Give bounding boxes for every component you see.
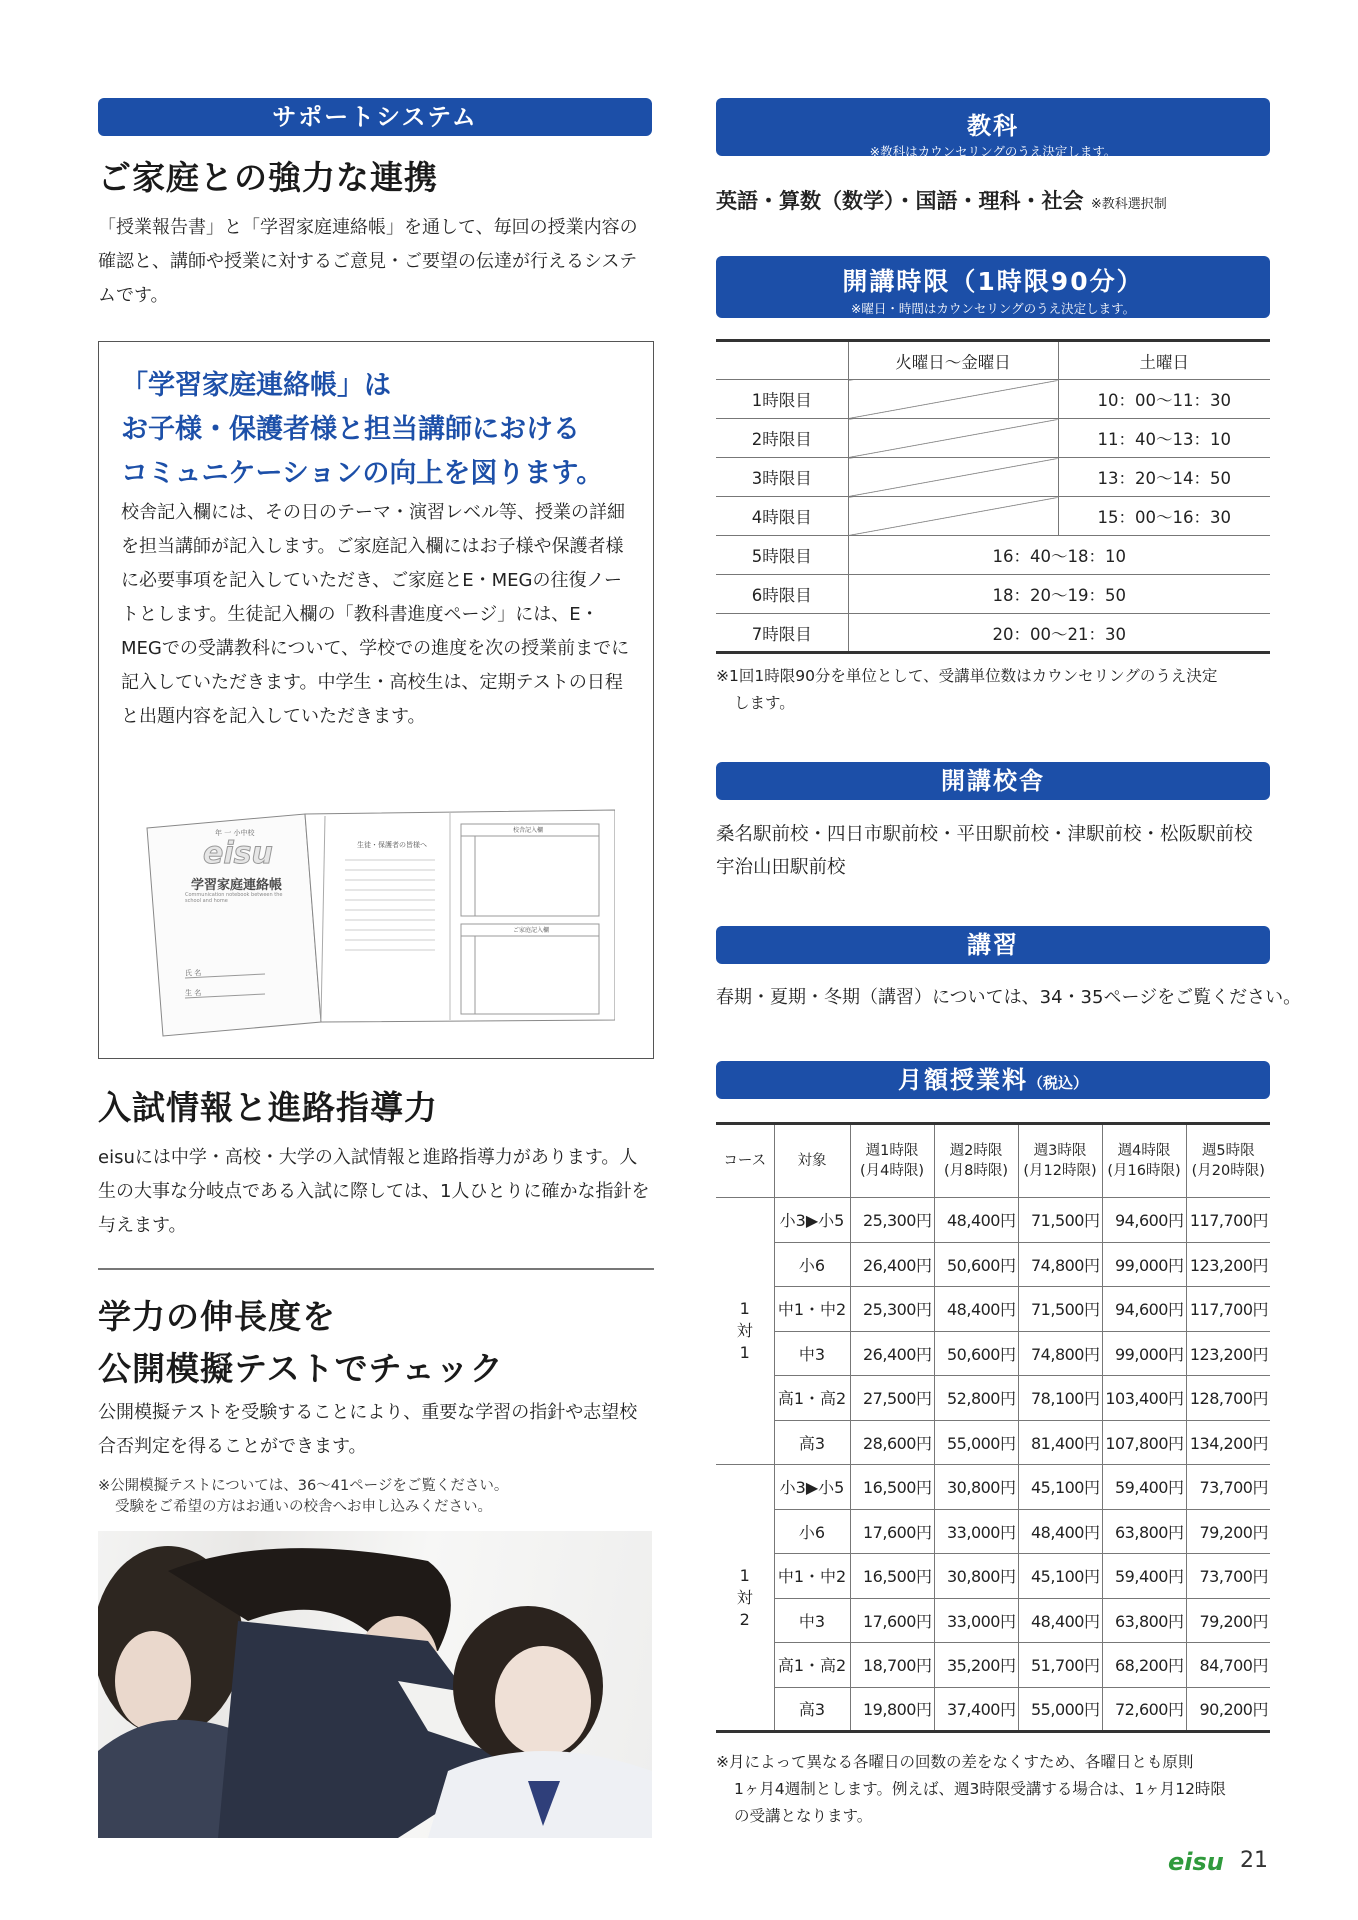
section-divider bbox=[98, 1268, 654, 1270]
fee-value-cell: 71,500円 bbox=[1018, 1198, 1102, 1243]
fee-value-cell: 73,700円 bbox=[1186, 1465, 1270, 1510]
heading-mock-test-line-1: 学力の伸長度を bbox=[98, 1297, 336, 1336]
notebook-page2-title: 生徒・保護者の皆様へ bbox=[357, 841, 427, 849]
fee-value-cell: 26,400円 bbox=[850, 1331, 934, 1376]
notebook-field-2: 生 名 bbox=[185, 989, 202, 997]
notebook-logo: eisu bbox=[203, 836, 273, 871]
school-bar bbox=[716, 762, 1270, 800]
fee-value-cell: 99,000円 bbox=[1102, 1242, 1186, 1287]
fee-value-cell: 25,300円 bbox=[850, 1287, 934, 1332]
fee-note-line-3: の受講となります。 bbox=[734, 1807, 873, 1825]
fee-value-cell: 25,300円 bbox=[850, 1198, 934, 1243]
fee-value-cell: 63,800円 bbox=[1102, 1509, 1186, 1554]
students-photo bbox=[98, 1531, 652, 1838]
notebook-illustration bbox=[145, 808, 615, 1038]
fee-value-cell: 94,600円 bbox=[1102, 1287, 1186, 1332]
fee-row bbox=[716, 1687, 1270, 1732]
period-label: 7時限目 bbox=[716, 614, 848, 653]
schedule-note-line-2: します。 bbox=[734, 694, 795, 712]
schedule-row bbox=[716, 497, 1270, 536]
period-bar-label: 開講時限（1時限90分） bbox=[842, 267, 1144, 296]
fee-value-cell: 94,600円 bbox=[1102, 1198, 1186, 1243]
box-title-line-2: お子様・保護者様と担当講師における bbox=[121, 414, 580, 445]
fee-value-cell: 48,400円 bbox=[934, 1287, 1018, 1332]
school-list bbox=[716, 818, 1253, 884]
subject-bar bbox=[716, 98, 1270, 159]
fee-value-cell: 63,800円 bbox=[1102, 1598, 1186, 1643]
notebook-info-box bbox=[98, 341, 654, 1059]
heading-exam-info: 入試情報と進路指導力 bbox=[98, 1088, 438, 1127]
fee-course-cell bbox=[716, 1198, 774, 1465]
support-system-label: サポートシステム bbox=[272, 103, 478, 131]
lecture-bar bbox=[716, 926, 1270, 964]
fee-value-cell: 30,800円 bbox=[934, 1554, 1018, 1599]
notebook-field-1: 氏 名 bbox=[185, 969, 202, 977]
fee-value-cell: 37,400円 bbox=[934, 1687, 1018, 1732]
fee-target-cell: 高1・高2 bbox=[774, 1376, 850, 1421]
fee-note-line-1: ※月によって異なる各曜日の回数の差をなくすため、各曜日とも原則 bbox=[716, 1753, 1194, 1771]
fee-target-cell: 中1・中2 bbox=[774, 1287, 850, 1332]
fee-header-week5: 週5時限 (月20時限) bbox=[1186, 1124, 1270, 1198]
notebook-page3-title-2: ご家庭記入欄 bbox=[513, 927, 550, 934]
saturday-time: 10：00〜11：30 bbox=[1058, 380, 1270, 419]
fee-row bbox=[716, 1643, 1270, 1688]
fee-course-char: 対 bbox=[736, 1587, 753, 1607]
fee-value-cell: 19,800円 bbox=[850, 1687, 934, 1732]
fee-value-cell: 45,100円 bbox=[1018, 1554, 1102, 1599]
fee-header-week3: 週3時限 (月12時限) bbox=[1018, 1124, 1102, 1198]
fee-header-target: 対象 bbox=[774, 1124, 850, 1198]
subjects-line bbox=[716, 185, 1167, 215]
weekday-none bbox=[848, 458, 1058, 497]
fee-value-cell: 71,500円 bbox=[1018, 1287, 1102, 1332]
fee-value-cell: 16,500円 bbox=[850, 1554, 934, 1599]
fee-target-cell: 高3 bbox=[774, 1420, 850, 1465]
fee-course-char: 2 bbox=[739, 1609, 750, 1629]
fee-value-cell: 117,700円 bbox=[1186, 1287, 1270, 1332]
saturday-time: 13：20〜14：50 bbox=[1058, 458, 1270, 497]
fee-value-cell: 78,100円 bbox=[1018, 1376, 1102, 1421]
fee-value-cell: 103,400円 bbox=[1102, 1376, 1186, 1421]
fee-value-cell: 28,600円 bbox=[850, 1420, 934, 1465]
fee-value-cell: 123,200円 bbox=[1186, 1331, 1270, 1376]
schedule-table bbox=[716, 339, 1270, 654]
fee-course-char: 1 bbox=[739, 1565, 750, 1585]
box-title-line-3: コミュニケーションの向上を図ります。 bbox=[121, 458, 604, 489]
fee-row bbox=[716, 1287, 1270, 1332]
weekday-none bbox=[848, 380, 1058, 419]
period-label: 2時限目 bbox=[716, 419, 848, 458]
fee-value-cell: 33,000円 bbox=[934, 1598, 1018, 1643]
fee-value-cell: 30,800円 bbox=[934, 1465, 1018, 1510]
mock-test-note-line-1: ※公開模擬テストについては、36〜41ページをご覧ください。 bbox=[98, 1478, 509, 1494]
fee-value-cell: 68,200円 bbox=[1102, 1643, 1186, 1688]
fee-bar-tax: （税込） bbox=[1027, 1074, 1088, 1092]
heading-family-cooperation: ご家庭との強力な連携 bbox=[98, 158, 438, 197]
fee-course-char: 対 bbox=[736, 1321, 753, 1340]
fee-value-cell: 33,000円 bbox=[934, 1509, 1018, 1554]
fee-target-cell: 小6 bbox=[774, 1242, 850, 1287]
fee-value-cell: 59,400円 bbox=[1102, 1465, 1186, 1510]
schedule-note-line-1: ※1回1時限90分を単位として、受講単位数はカウンセリングのうえ決定 bbox=[716, 667, 1218, 685]
notebook-subtitle: Communication notebook between the school and home bbox=[185, 892, 283, 904]
schedule-header-row bbox=[716, 341, 1270, 380]
schedule-row bbox=[716, 614, 1270, 653]
support-system-bar bbox=[98, 98, 652, 136]
subject-bar-note: ※教科はカウンセリングのうえ決定します。 bbox=[869, 144, 1117, 159]
fee-bar bbox=[716, 1061, 1270, 1099]
fee-row bbox=[716, 1509, 1270, 1554]
school-list-line-2: 宇治山田駅前校 bbox=[716, 857, 846, 878]
fee-value-cell: 48,400円 bbox=[934, 1198, 1018, 1243]
fee-value-cell: 18,700円 bbox=[850, 1643, 934, 1688]
period-label: 5時限目 bbox=[716, 536, 848, 575]
fee-target-cell: 中3 bbox=[774, 1331, 850, 1376]
fee-value-cell: 16,500円 bbox=[850, 1465, 934, 1510]
fee-value-cell: 51,700円 bbox=[1018, 1643, 1102, 1688]
all-days-time: 18：20〜19：50 bbox=[848, 575, 1270, 614]
mock-test-note bbox=[98, 1476, 508, 1518]
fee-value-cell: 84,700円 bbox=[1186, 1643, 1270, 1688]
fee-value-cell: 72,600円 bbox=[1102, 1687, 1186, 1732]
fee-value-cell: 123,200円 bbox=[1186, 1242, 1270, 1287]
lecture-bar-label: 講習 bbox=[967, 931, 1019, 959]
period-label: 1時限目 bbox=[716, 380, 848, 419]
fee-target-cell: 高1・高2 bbox=[774, 1643, 850, 1688]
period-bar-note: ※曜日・時間はカウンセリングのうえ決定します。 bbox=[850, 301, 1136, 316]
notebook-box-text: 校舎記入欄には、その日のテーマ・演習レベル等、授業の詳細を担当講師が記入します。ご家庭記入欄にはお子様や保護者様に必要事項を記入していただき、ご家庭とE・MEGの往復ノートとします。生徒記入欄の「教科書進度ページ」には、E・MEGでの受講教科について、学校での進度を次の授業前までに記入していただきます。中学生・高校生は、定期テストの日程と出題内容を記入していただきます。 bbox=[121, 502, 630, 727]
saturday-time: 11：40〜13：10 bbox=[1058, 419, 1270, 458]
fee-value-cell: 134,200円 bbox=[1186, 1420, 1270, 1465]
fee-row bbox=[716, 1465, 1270, 1510]
paragraph-family-cooperation: 「授業報告書」と「学習家庭連絡帳」を通して、毎回の授業内容の確認と、講師や授業に対するご意見・ご要望の伝達が行えるシステムです。 bbox=[98, 217, 638, 306]
fee-value-cell: 50,600円 bbox=[934, 1242, 1018, 1287]
weekday-none bbox=[848, 497, 1058, 536]
fee-note bbox=[716, 1749, 1226, 1830]
fee-header-row bbox=[716, 1124, 1270, 1198]
fee-target-cell: 高3 bbox=[774, 1687, 850, 1732]
fee-value-cell: 26,400円 bbox=[850, 1242, 934, 1287]
fee-value-cell: 55,000円 bbox=[1018, 1687, 1102, 1732]
schedule-row bbox=[716, 380, 1270, 419]
fee-row bbox=[716, 1598, 1270, 1643]
fee-value-cell: 48,400円 bbox=[1018, 1509, 1102, 1554]
schedule-note bbox=[716, 663, 1217, 717]
schedule-row bbox=[716, 419, 1270, 458]
heading-mock-test bbox=[98, 1291, 504, 1395]
period-bar bbox=[716, 256, 1270, 318]
weekday-none bbox=[848, 419, 1058, 458]
fee-value-cell: 117,700円 bbox=[1186, 1198, 1270, 1243]
fee-value-cell: 90,200円 bbox=[1186, 1687, 1270, 1732]
footer-logo: eisu bbox=[1168, 1848, 1224, 1876]
fee-value-cell: 81,400円 bbox=[1018, 1420, 1102, 1465]
box-title-line-1: 「学習家庭連絡帳」は bbox=[121, 370, 391, 401]
subjects-note: ※教科選択制 bbox=[1090, 197, 1167, 212]
fee-value-cell: 74,800円 bbox=[1018, 1331, 1102, 1376]
fee-value-cell: 27,500円 bbox=[850, 1376, 934, 1421]
notebook-title: 学習家庭連絡帳 bbox=[191, 878, 283, 893]
subjects-list: 英語・算数（数学）・国語・理科・社会 bbox=[716, 189, 1084, 213]
fee-value-cell: 52,800円 bbox=[934, 1376, 1018, 1421]
heading-mock-test-line-2: 公開模擬テストでチェック bbox=[98, 1349, 504, 1388]
notebook-small-label: 年 一 小中校 bbox=[215, 829, 255, 837]
fee-row bbox=[716, 1554, 1270, 1599]
fee-note-line-2: 1ヶ月4週制とします。例えば、週3時限受講する場合は、1ヶ月12時限 bbox=[734, 1780, 1226, 1798]
school-list-line-1: 桑名駅前校・四日市駅前校・平田駅前校・津駅前校・松阪駅前校 bbox=[716, 824, 1253, 845]
notebook-page3-title-1: 校舎記入欄 bbox=[513, 827, 544, 834]
fee-value-cell: 128,700円 bbox=[1186, 1376, 1270, 1421]
saturday-time: 15：00〜16：30 bbox=[1058, 497, 1270, 536]
fee-value-cell: 17,600円 bbox=[850, 1598, 934, 1643]
fee-row bbox=[716, 1376, 1270, 1421]
fee-value-cell: 79,200円 bbox=[1186, 1509, 1270, 1554]
fee-value-cell: 50,600円 bbox=[934, 1331, 1018, 1376]
fee-header-week4: 週4時限 (月16時限) bbox=[1102, 1124, 1186, 1198]
fee-value-cell: 55,000円 bbox=[934, 1420, 1018, 1465]
page-number: 21 bbox=[1240, 1848, 1268, 1873]
fee-value-cell: 48,400円 bbox=[1018, 1598, 1102, 1643]
notebook-box-title bbox=[121, 364, 631, 496]
all-days-time: 20：00〜21：30 bbox=[848, 614, 1270, 653]
fee-value-cell: 73,700円 bbox=[1186, 1554, 1270, 1599]
fee-target-cell: 小3▶小5 bbox=[774, 1465, 850, 1510]
fee-table-body bbox=[716, 1198, 1270, 1732]
schedule-header-weekday: 火曜日〜金曜日 bbox=[848, 341, 1058, 380]
fee-target-cell: 中3 bbox=[774, 1598, 850, 1643]
school-bar-label: 開講校舎 bbox=[941, 767, 1045, 795]
fee-value-cell: 45,100円 bbox=[1018, 1465, 1102, 1510]
schedule-header-saturday: 土曜日 bbox=[1058, 341, 1270, 380]
paragraph-exam-info: eisuには中学・高校・大学の入試情報と進路指導力があります。人生の大事な分岐点である入試に際しては、1人ひとりに確かな指針を与えます。 bbox=[98, 1147, 650, 1236]
fee-table bbox=[716, 1122, 1270, 1733]
fee-target-cell: 小6 bbox=[774, 1509, 850, 1554]
students-photo-figure bbox=[98, 1531, 652, 1838]
subject-bar-label: 教科 bbox=[967, 112, 1019, 140]
fee-course-cell bbox=[716, 1465, 774, 1732]
fee-row bbox=[716, 1242, 1270, 1287]
fee-course-char: 1 bbox=[739, 1343, 750, 1362]
fee-value-cell: 74,800円 bbox=[1018, 1242, 1102, 1287]
fee-value-cell: 59,400円 bbox=[1102, 1554, 1186, 1599]
fee-value-cell: 79,200円 bbox=[1186, 1598, 1270, 1643]
fee-value-cell: 99,000円 bbox=[1102, 1331, 1186, 1376]
lecture-text: 春期・夏期・冬期（講習）については、34・35ページをご覧ください。 bbox=[716, 987, 1302, 1008]
fee-value-cell: 17,600円 bbox=[850, 1509, 934, 1554]
schedule-row bbox=[716, 536, 1270, 575]
fee-header-week1: 週1時限 (月4時限) bbox=[850, 1124, 934, 1198]
fee-value-cell: 35,200円 bbox=[934, 1643, 1018, 1688]
period-label: 4時限目 bbox=[716, 497, 848, 536]
schedule-header-empty bbox=[716, 341, 848, 380]
period-label: 6時限目 bbox=[716, 575, 848, 614]
period-label: 3時限目 bbox=[716, 458, 848, 497]
fee-target-cell: 小3▶小5 bbox=[774, 1198, 850, 1243]
fee-header-course: コース bbox=[716, 1124, 774, 1198]
fee-row bbox=[716, 1331, 1270, 1376]
schedule-row bbox=[716, 458, 1270, 497]
schedule-row bbox=[716, 575, 1270, 614]
fee-row bbox=[716, 1198, 1270, 1243]
fee-header-week2: 週2時限 (月8時限) bbox=[934, 1124, 1018, 1198]
fee-value-cell: 107,800円 bbox=[1102, 1420, 1186, 1465]
all-days-time: 16：40〜18：10 bbox=[848, 536, 1270, 575]
fee-bar-label: 月額授業料 bbox=[897, 1066, 1028, 1094]
fee-course-char: 1 bbox=[739, 1299, 750, 1318]
fee-row bbox=[716, 1420, 1270, 1465]
mock-test-note-line-2: 受験をご希望の方はお通いの校舎へお申し込みください。 bbox=[115, 1499, 492, 1515]
paragraph-mock-test: 公開模擬テストを受験することにより、重要な学習の指針や志望校合否判定を得ることができます。 bbox=[98, 1402, 638, 1457]
fee-target-cell: 中1・中2 bbox=[774, 1554, 850, 1599]
